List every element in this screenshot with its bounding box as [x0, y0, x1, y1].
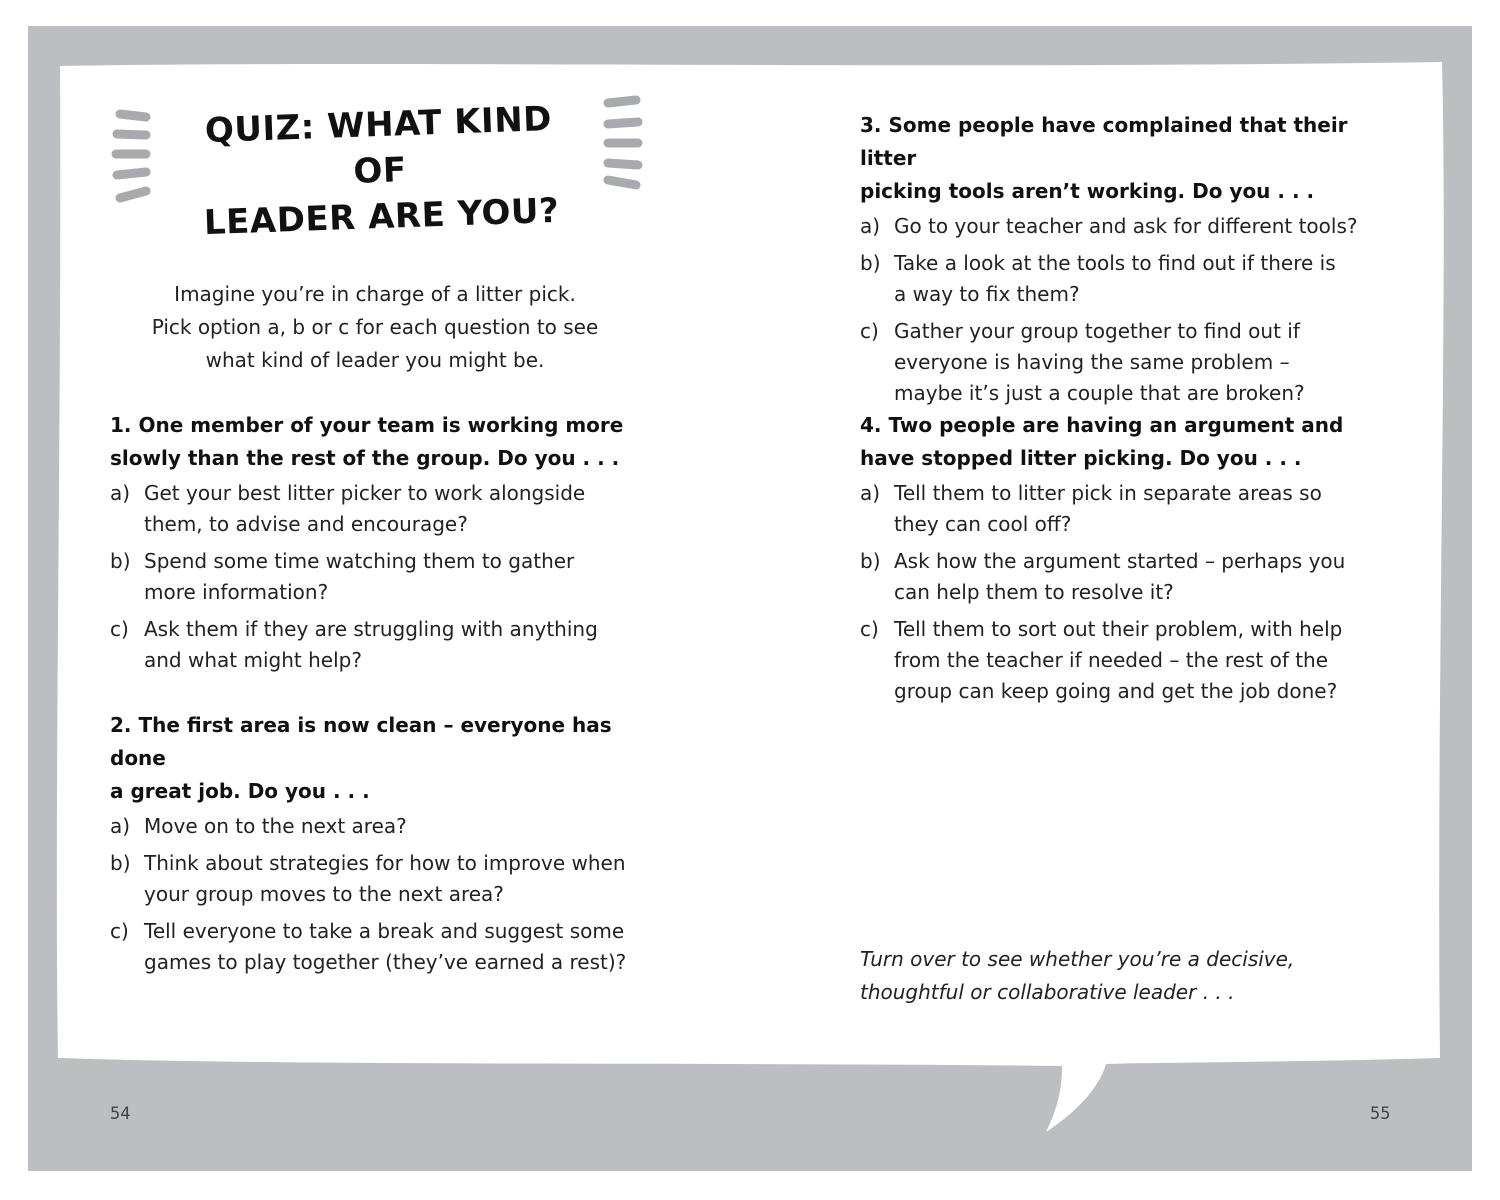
question-4-option-c[interactable]	[860, 614, 1400, 707]
option-text: Get your best litter picker to work alongside them, to advise and encourage?	[144, 481, 586, 536]
question-4-option-a[interactable]	[860, 478, 1400, 540]
question-2-option-c[interactable]	[110, 916, 650, 978]
question-1-title: 1. One member of your team is working more slowly than the rest of the group. Do you . . .	[110, 413, 624, 470]
option-text: Gather your group together to find out if everyone is having the same problem – maybe it’s just a couple that are broken?	[894, 319, 1305, 405]
option-letter: c)	[860, 617, 879, 641]
quiz-title	[178, 95, 583, 247]
question-4-option-b[interactable]	[860, 546, 1400, 608]
option-text: Tell everyone to take a break and suggest some games to play together (they’ve earned a rest)?	[144, 919, 627, 974]
question-3	[860, 109, 1400, 415]
option-text: Tell them to sort out their problem, with help from the teacher if needed – the rest of the group can keep going and get the job done?	[894, 617, 1343, 703]
question-2-option-a[interactable]	[110, 811, 650, 842]
right-dashes-decoration	[598, 92, 648, 202]
option-letter: a)	[860, 214, 881, 238]
quiz-title-line-1: QUIZ: WHAT KIND OF	[204, 98, 553, 192]
question-3-title: 3. Some people have complained that their litter picking tools aren’t working. Do you . . .	[860, 113, 1348, 203]
option-letter: b)	[110, 549, 131, 573]
option-letter: c)	[110, 617, 129, 641]
option-letter: c)	[860, 319, 879, 343]
option-text: Go to your teacher and ask for different tools?	[894, 214, 1358, 238]
question-1-option-c[interactable]	[110, 614, 650, 676]
option-letter: b)	[860, 549, 881, 573]
question-2	[110, 709, 650, 984]
intro-paragraph	[110, 278, 640, 377]
page-number-left: 54	[110, 1104, 131, 1124]
option-letter: b)	[860, 251, 881, 275]
page-number-right: 55	[1370, 1104, 1391, 1124]
question-3-option-c[interactable]	[860, 316, 1400, 409]
question-1-option-a[interactable]	[110, 478, 650, 540]
intro-line: Pick option a, b or c for each question to see	[151, 315, 599, 339]
option-text: Ask how the argument started – perhaps you can help them to resolve it?	[894, 549, 1346, 604]
option-letter: c)	[110, 919, 129, 943]
intro-line: Imagine you’re in charge of a litter pick.	[174, 282, 576, 306]
left-dashes-decoration	[108, 104, 158, 214]
option-text: Think about strategies for how to improve when your group moves to the next area?	[144, 851, 626, 906]
question-4	[860, 409, 1400, 713]
question-4-title: 4. Two people are having an argument and have stopped litter picking. Do you . . .	[860, 413, 1344, 470]
option-text: Move on to the next area?	[144, 814, 407, 838]
question-2-title: 2. The first area is now clean – everyone has done a great job. Do you . . .	[110, 713, 612, 803]
intro-line: what kind of leader you might be.	[205, 348, 545, 372]
question-3-option-a[interactable]	[860, 211, 1400, 242]
option-text: Take a look at the tools to find out if there is a way to fix them?	[894, 251, 1336, 306]
option-text: Tell them to litter pick in separate areas so they can cool off?	[894, 481, 1322, 536]
option-letter: a)	[860, 481, 881, 505]
option-text: Spend some time watching them to gather more information?	[144, 549, 575, 604]
question-2-option-b[interactable]	[110, 848, 650, 910]
question-1	[110, 409, 650, 682]
option-letter: a)	[110, 814, 131, 838]
option-letter: b)	[110, 851, 131, 875]
option-letter: a)	[110, 481, 131, 505]
closing-note: Turn over to see whether you’re a decisive, thoughtful or collaborative leader . . .	[860, 947, 1295, 1004]
option-text: Ask them if they are struggling with anything and what might help?	[144, 617, 598, 672]
quiz-title-line-2: LEADER ARE YOU?	[203, 190, 560, 244]
question-3-option-b[interactable]	[860, 248, 1400, 310]
question-1-option-b[interactable]	[110, 546, 650, 608]
